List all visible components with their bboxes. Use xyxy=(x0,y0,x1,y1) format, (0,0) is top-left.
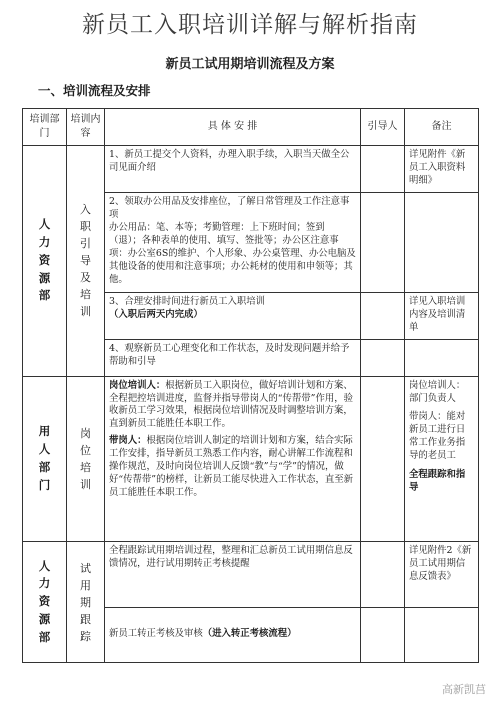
note-position-trainer: 岗位培训人：部门负责人 xyxy=(409,379,466,404)
section-title: 一、培训流程及安排 xyxy=(38,83,151,98)
guide-cell xyxy=(361,145,405,192)
note-cell xyxy=(405,607,479,662)
content-cell-onboarding: 入职引导及培训 xyxy=(67,145,105,376)
header-content: 培训内容 xyxy=(67,109,105,146)
arrangement-item-text: 新员工转正考核及审核 xyxy=(109,628,203,640)
arrangement-item: 4、观察新员工心理变化和工作状态，及时发现问题并给予帮助和引导 xyxy=(105,339,361,376)
watermark: 高新凯莒 xyxy=(442,683,486,696)
content-cell-position-training: 岗位培训 xyxy=(67,376,105,542)
guide-cell xyxy=(361,607,405,662)
arrangement-item-emphasis: （入职后两天内完成） xyxy=(109,308,203,320)
content-cell-probation-tracking: 试用期跟踪 xyxy=(67,542,105,663)
note-cell: 详见入职培训内容及培训清单 xyxy=(405,292,479,339)
mentor-text: 根据岗位培训人制定的培训计划和方案，结合实际工作安排，指导新员工熟悉工作内容，耐心讲解工作流程和操作规范，及时向岗位培训人反馈“教”与“学”的情况，做好“传帮带”的榜样，让新员工能尽快进入工作状态，直至新员工能胜任本职工作。 xyxy=(109,435,353,499)
guide-cell xyxy=(361,292,405,339)
header-arrangement: 具 体 安 排 xyxy=(105,109,361,146)
arrangement-item xyxy=(105,192,361,292)
header-dept: 培训部门 xyxy=(23,109,67,146)
dept-cell-hr-2: 人力资源部 xyxy=(23,542,67,663)
dept-cell-hr: 人力资源部 xyxy=(23,145,67,376)
arrangement-item xyxy=(105,376,361,542)
arrangement-item: 全程跟踪试用期培训过程，整理和汇总新员工试用期信息反馈情况，进行试用期转正考核提醒 xyxy=(105,542,361,607)
note-cell xyxy=(405,376,479,542)
arrangement-item xyxy=(105,292,361,339)
note-cell xyxy=(405,339,479,376)
note-cell: 详见附件《新员工入职资料明细》 xyxy=(405,145,479,192)
arrangement-item-detail: 办公用品：笔、本等；考勤管理：上下班时间；签到（退）；各种表单的使用、填写、签批等；办公区注意事项：办公室6S的维护、个人形象、办公桌管理、办公电脑及其他设备的使用和注意事项；办公耗材的使用和申领等；其他。 xyxy=(109,221,356,285)
dept-cell-employing: 用人部门 xyxy=(23,376,67,542)
table-row xyxy=(23,145,479,192)
arrangement-item-intro: 2、领取办公用品及安排座位，了解日常管理及工作注意事项 xyxy=(109,195,350,220)
table-header-row xyxy=(23,109,479,146)
document-title: 新员工试用期培训流程及方案 xyxy=(165,57,335,72)
header-guide: 引导人 xyxy=(361,109,405,146)
guide-cell xyxy=(361,376,405,542)
arrangement-item-text: 3、合理安排时间进行新员工入职培训 xyxy=(109,295,265,307)
guide-cell xyxy=(361,542,405,607)
arrangement-item: 1、新员工提交个人资料，办理入职手续，入职当天做全公司见面介绍 xyxy=(105,145,361,192)
table-row xyxy=(23,542,479,607)
position-trainer-label: 岗位培训人： xyxy=(109,379,166,391)
note-cell: 详见附件2《新员工试用期信息反馈表》 xyxy=(405,542,479,607)
arrangement-item xyxy=(105,607,361,662)
header-note: 备注 xyxy=(405,109,479,146)
page-title: 新员工入职培训详解与解析指南 xyxy=(82,12,418,38)
note-mentor: 带岗人：能对新员工进行日常工作业务指导的老员工 xyxy=(409,411,466,462)
position-trainer-paragraph xyxy=(109,380,356,432)
table-row xyxy=(23,376,479,542)
note-tracking: 全程跟踪和指导 xyxy=(409,469,466,494)
guide-cell xyxy=(361,192,405,292)
arrangement-item-emphasis: （进入转正考核流程） xyxy=(202,628,297,640)
mentor-label: 带岗人： xyxy=(109,435,147,447)
guide-cell xyxy=(361,339,405,376)
position-trainer-text: 根据新员工入职岗位，做好培训计划和方案、全程把控培训进度，监督并指导带岗人的“传帮带”作用，验收新员工学习效果，根据岗位培训情况及时调整培训方案，直到新员工能胜任本职工作。 xyxy=(109,379,353,430)
training-plan-table xyxy=(22,108,479,663)
mentor-paragraph xyxy=(109,435,356,500)
note-cell xyxy=(405,192,479,292)
